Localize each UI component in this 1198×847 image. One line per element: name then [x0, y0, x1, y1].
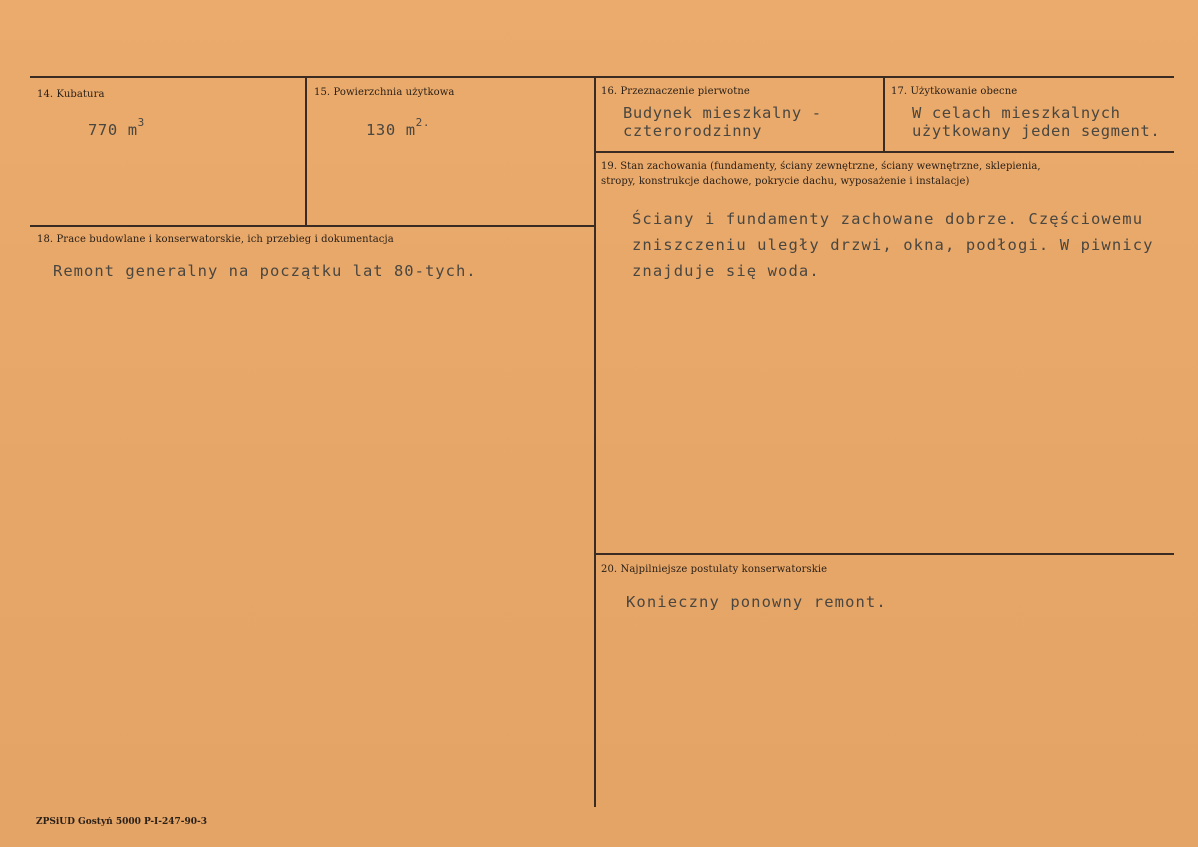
field-14-number: 770 m — [88, 121, 138, 140]
divider-14-15 — [305, 77, 307, 225]
field-15-value — [366, 117, 430, 139]
printer-imprint: ZPSiUD Gostyń 5000 P-I-247-90-3 — [36, 817, 208, 827]
field-15-number: 130 m — [366, 121, 416, 140]
field-19-line-2: zniszczeniu uległy drzwi, okna, podłogi. W piwnicy — [632, 236, 1154, 254]
row-divider-left-1 — [30, 225, 595, 227]
field-16-line-2: czterorodzinny — [623, 122, 763, 140]
field-19-label-line-2: stropy, konstrukcje dachowe, pokrycie dachu, wyposażenie i instalacje) — [601, 176, 970, 187]
field-20-label: 20. Najpilniejsze postulaty konserwatorskie — [601, 564, 828, 575]
field-19-line-3: znajduje się woda. — [632, 262, 820, 280]
field-19-line-1: Ściany i fundamenty zachowane dobrze. Częściowemu — [632, 210, 1144, 228]
field-18-label: 18. Prace budowlane i konserwatorskie, ich przebieg i dokumentacja — [37, 234, 394, 245]
field-19-label-line-1: 19. Stan zachowania (fundamenty, ściany zewnętrzne, ściany wewnętrzne, sklepienia, — [601, 161, 1041, 172]
field-16-line-1: Budynek mieszkalny - — [623, 104, 822, 122]
field-14-label: 14. Kubatura — [37, 89, 105, 100]
top-border-line — [30, 76, 1174, 78]
field-17-line-2: użytkowany jeden segment. — [912, 122, 1161, 140]
field-17-label: 17. Użytkowanie obecne — [891, 86, 1018, 97]
divider-center — [594, 77, 596, 807]
field-20-value: Konieczny ponowny remont. — [626, 593, 887, 611]
field-17-line-1: W celach mieszkalnych — [912, 104, 1121, 122]
row-divider-right-2 — [595, 553, 1174, 555]
divider-16-17 — [883, 77, 885, 151]
field-15-label: 15. Powierzchnia użytkowa — [314, 87, 455, 98]
field-14-exponent: 3 — [137, 116, 145, 129]
field-16-label: 16. Przeznaczenie pierwotne — [601, 86, 750, 97]
field-18-value: Remont generalny na początku lat 80-tych. — [53, 262, 477, 280]
field-14-value — [88, 117, 145, 139]
row-divider-right-1 — [595, 151, 1174, 153]
field-15-exponent: 2. — [415, 116, 431, 129]
